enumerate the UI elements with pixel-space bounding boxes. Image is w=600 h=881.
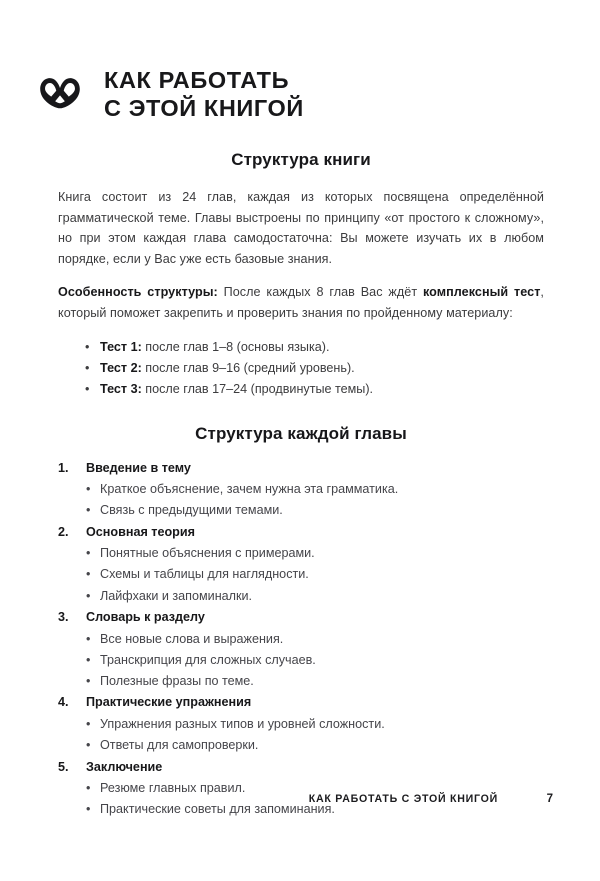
section-chapter-structure — [58, 424, 544, 821]
test-text: после глав 1–8 (основы языка). — [141, 339, 330, 354]
test-text: после глав 9–16 (средний уровень). — [141, 360, 355, 375]
test-label: Тест 2: — [100, 360, 142, 375]
sub-list-item: • Транскрипция для сложных случаев. — [86, 650, 544, 671]
list-item — [58, 757, 544, 821]
pretzel-icon — [38, 72, 82, 116]
intro-paragraph: Книга состоит из 24 глав, каждая из которых посвящена определённой грамматической теме. Главы выстроены по принципу «от простого к сложному», но при этом каждая глава самодостаточна: Вы можете изучать их в любом порядке, если у Вас уже есть базовые знания. — [58, 190, 544, 266]
page-title-line-1: КАК РАБОТАТЬ — [104, 67, 290, 93]
list-item-number: 5. — [58, 759, 69, 774]
list-item-number: 2. — [58, 524, 69, 539]
list-item — [58, 358, 544, 379]
sub-list-item: • Все новые слова и выражения. — [86, 629, 544, 650]
list-item — [58, 458, 544, 522]
sub-list-item: • Связь с предыдущими темами. — [86, 500, 544, 521]
sub-list-item: • Практические советы для запоминания. — [86, 799, 544, 820]
footer-running-title: КАК РАБОТАТЬ С ЭТОЙ КНИГОЙ — [308, 793, 498, 805]
page-content — [58, 150, 544, 821]
structure-feature-text-mid: После каждых 8 глав Вас ждёт — [217, 285, 423, 300]
list-item-number: 3. — [58, 610, 69, 625]
list-item-title: Основная теория — [86, 524, 195, 539]
page-number: 7 — [546, 793, 553, 805]
chapter-structure-list — [58, 458, 544, 821]
sub-list — [86, 714, 544, 757]
list-item — [58, 379, 544, 400]
list-item — [58, 337, 544, 358]
list-item — [58, 692, 544, 756]
sub-list-item: • Упражнения разных типов и уровней сложности. — [86, 714, 544, 735]
sub-list-item: • Полезные фразы по теме. — [86, 671, 544, 692]
structure-feature-text-tail: , который поможет закрепить и проверить знания по пройденному материалу: — [58, 285, 544, 320]
list-item-title: Практические упражнения — [86, 695, 252, 710]
sub-list-item: • Понятные объяснения с примерами. — [86, 543, 544, 564]
sub-list — [86, 543, 544, 607]
list-item — [58, 607, 544, 692]
structure-feature-paragraph — [58, 282, 544, 323]
sub-list-item: • Лайфхаки и запоминалки. — [86, 586, 544, 607]
page-footer — [58, 793, 553, 805]
page-header — [38, 66, 304, 122]
page-title — [104, 66, 304, 122]
sub-list-item: • Краткое объяснение, зачем нужна эта грамматика. — [86, 479, 544, 500]
test-label: Тест 3: — [100, 381, 142, 396]
section-heading-book-structure: Структура книги — [231, 150, 371, 169]
sub-list-item: • Ответы для самопроверки. — [86, 735, 544, 756]
structure-feature-bold-mid: комплексный тест — [422, 285, 541, 300]
section-heading-chapter-structure: Структура каждой главы — [195, 423, 407, 443]
list-item-number: 1. — [58, 460, 69, 475]
sub-list-item: • Схемы и таблицы для наглядности. — [86, 564, 544, 585]
section-book-structure — [58, 150, 544, 400]
structure-feature-lead: Особенность структуры: — [58, 285, 218, 300]
test-label: Тест 1: — [100, 339, 142, 354]
sub-list-item: • Резюме главных правил. — [86, 778, 544, 799]
page-title-line-2: С ЭТОЙ КНИГОЙ — [104, 95, 304, 121]
list-item-title: Словарь к разделу — [86, 610, 205, 625]
list-item-title: Заключение — [86, 759, 163, 774]
list-item-title: Введение в тему — [86, 460, 191, 475]
list-item-number: 4. — [58, 695, 69, 710]
tests-list — [58, 337, 544, 400]
test-text: после глав 17–24 (продвинутые темы). — [141, 381, 374, 396]
list-item — [58, 522, 544, 607]
sub-list — [86, 629, 544, 693]
sub-list — [86, 479, 544, 522]
